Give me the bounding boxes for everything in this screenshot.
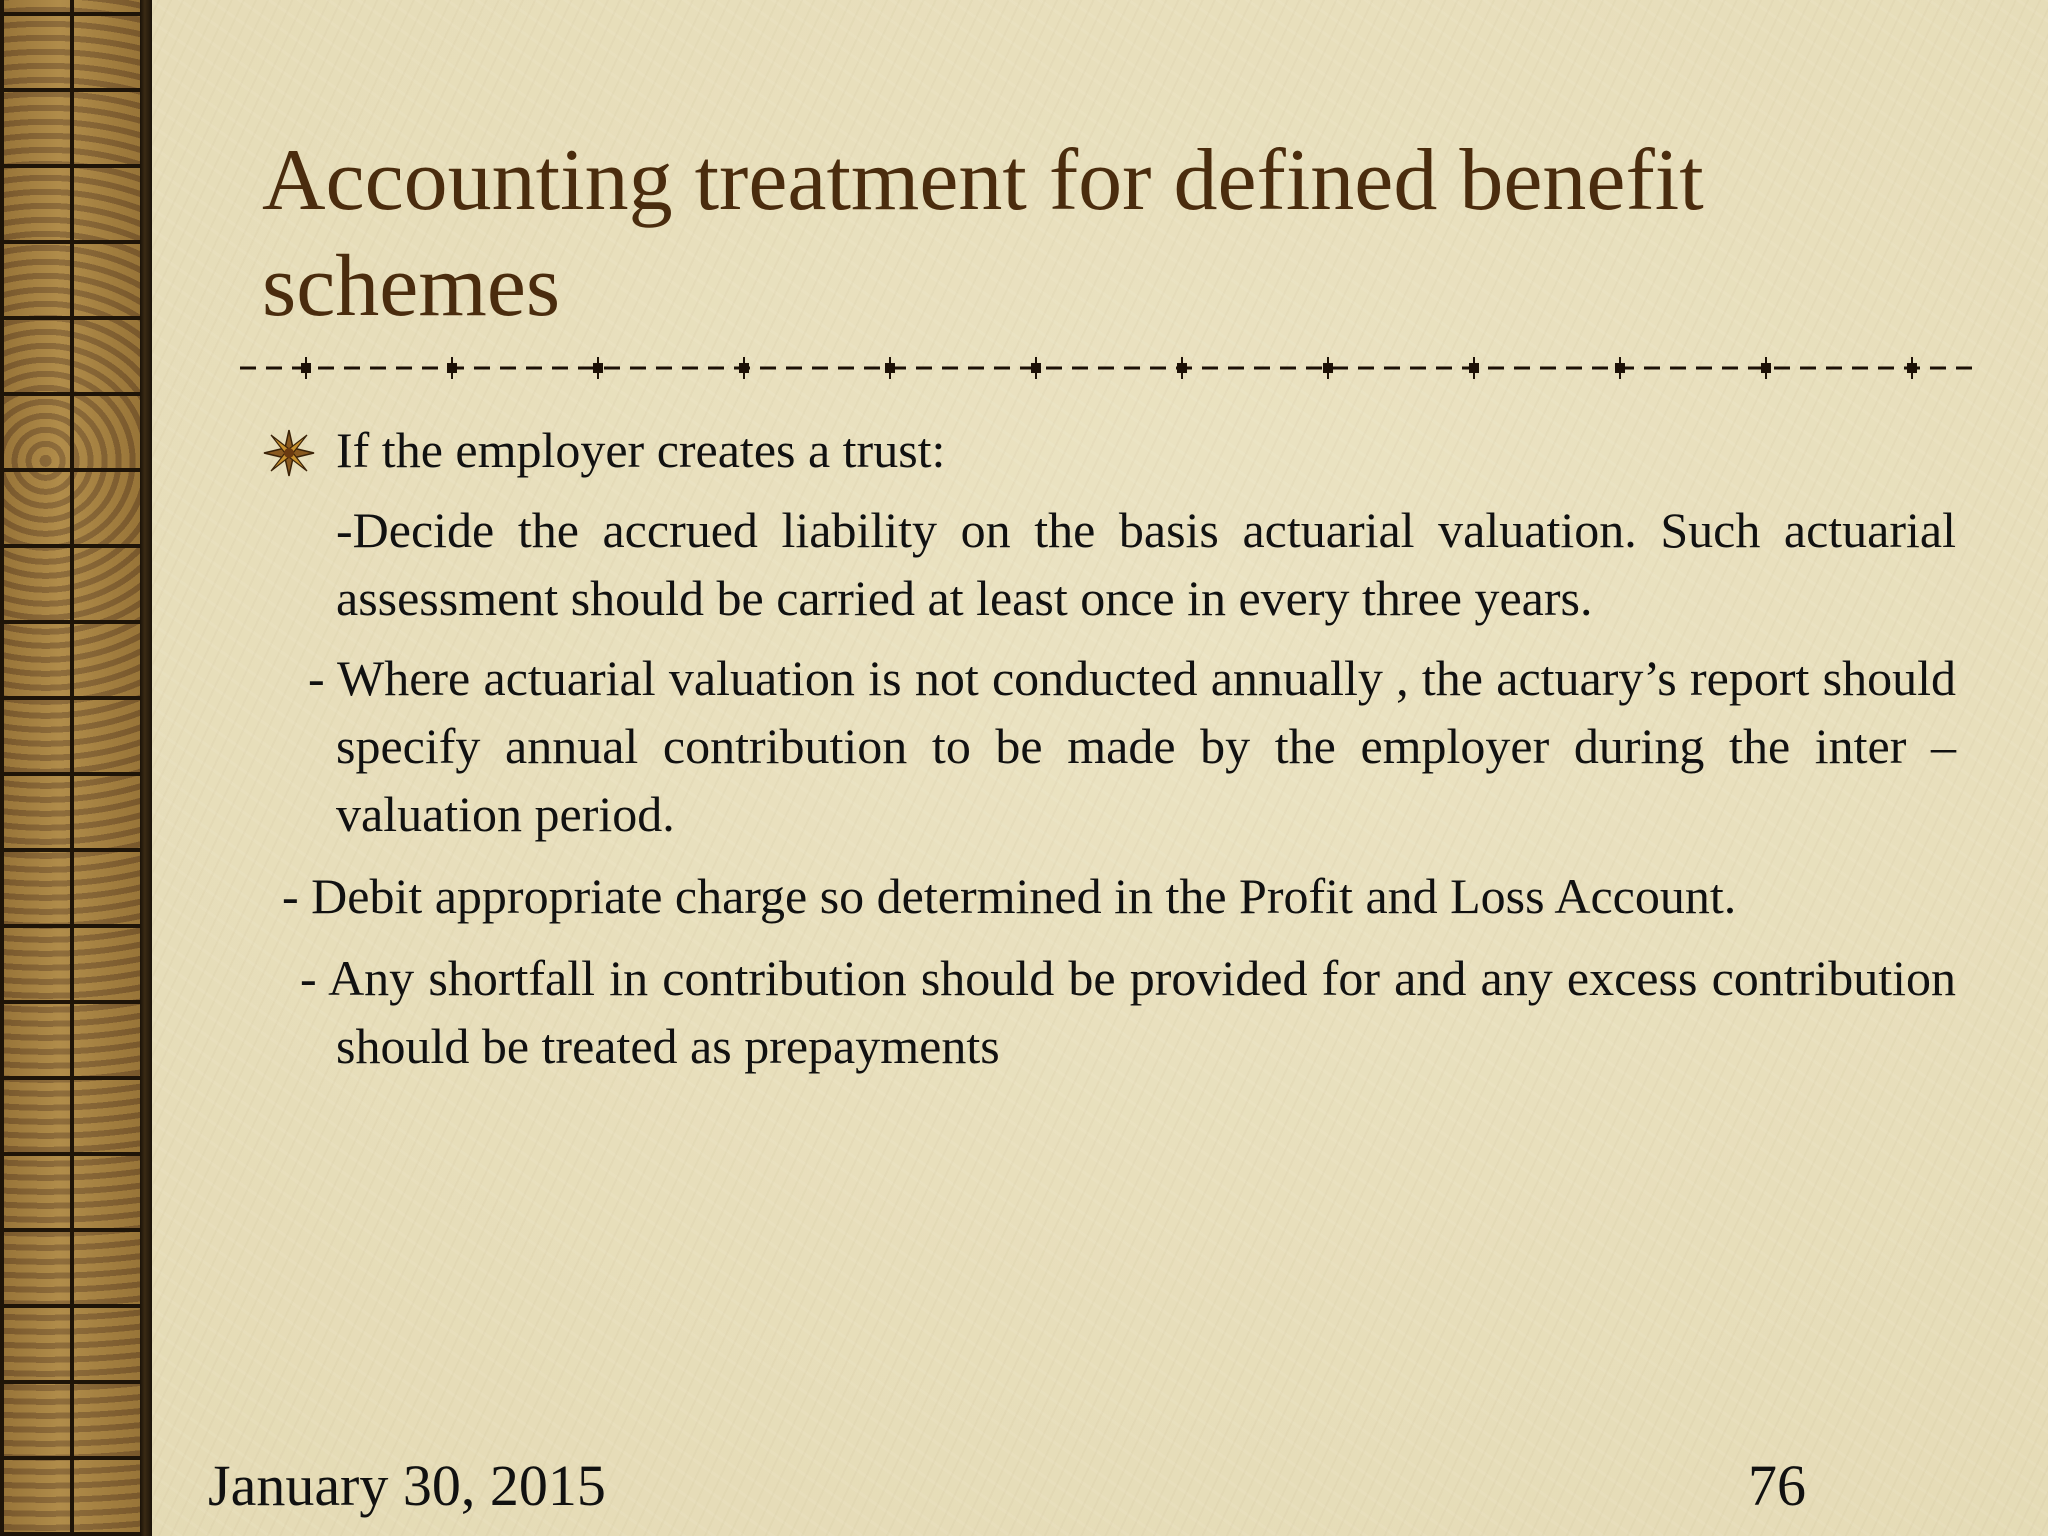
bullet-text: If the employer creates a trust: bbox=[336, 422, 946, 478]
bullet-item bbox=[262, 416, 1956, 484]
decorative-side-strip bbox=[0, 0, 152, 1536]
paragraph-2: - Where actuarial valuation is not conducted annually , the actuary’s report should specify annual contribution to be made by the employer during the inter – valuation period. bbox=[308, 650, 1956, 842]
footer-date: January 30, 2015 bbox=[208, 1453, 606, 1518]
paragraph-4: - Any shortfall in contribution should be provided for and any excess contribution should be treated as prepayments bbox=[300, 950, 1956, 1074]
slide-body bbox=[262, 416, 1956, 1080]
slide-title: Accounting treatment for defined benefit schemes bbox=[262, 132, 1704, 335]
side-strip-frame bbox=[0, 0, 4, 1536]
star-bullet-icon bbox=[262, 428, 316, 478]
paragraph-1: -Decide the accrued liability on the basis actuarial valuation. Such actuarial assessment should be carried at least once in every three years. bbox=[336, 502, 1956, 626]
paragraph-3: - Debit appropriate charge so determined in the Profit and Loss Account. bbox=[282, 868, 1737, 924]
dotted-ornament-divider bbox=[240, 356, 1980, 380]
footer-page-number: 76 bbox=[1748, 1453, 1806, 1518]
side-strip-edge bbox=[140, 0, 152, 1536]
